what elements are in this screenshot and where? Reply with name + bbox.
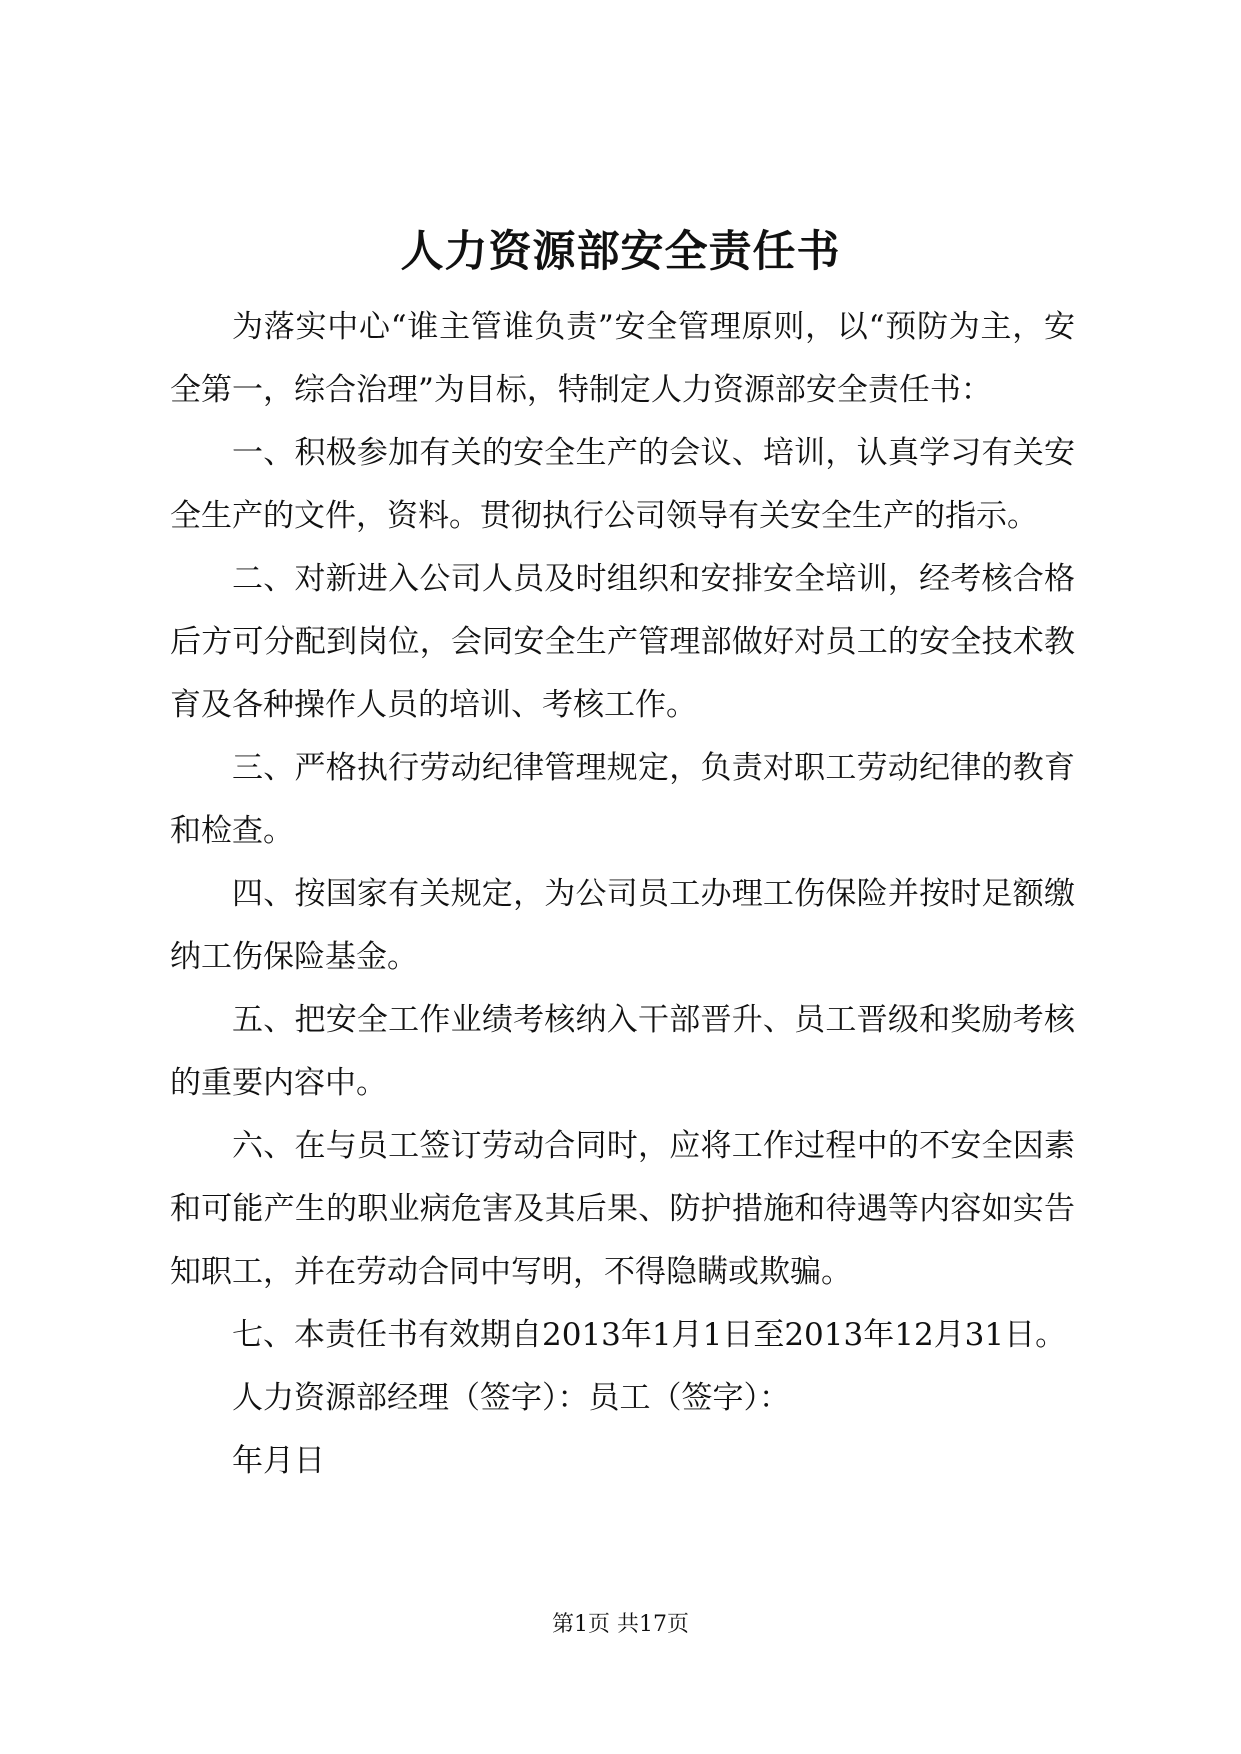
document-title: 人力资源部安全责任书 <box>400 227 841 277</box>
clause-4-paragraph: 四、按国家有关规定，为公司员工办理工伤保险并按时足额缴纳工伤保险基金。 <box>170 876 1075 975</box>
document-body <box>170 296 1075 1493</box>
clause-5-paragraph: 五、把安全工作业绩考核纳入干部晋升、员工晋级和奖励考核的重要内容中。 <box>170 1002 1075 1101</box>
clause-1-paragraph: 一、积极参加有关的安全生产的会议、培训，认真学习有关安全生产的文件，资料。贯彻执行公司领导有关安全生产的指示。 <box>170 435 1075 534</box>
clause-3-paragraph: 三、严格执行劳动纪律管理规定，负责对职工劳动纪律的教育和检查。 <box>170 750 1075 849</box>
date-line: 年月日 <box>232 1443 325 1479</box>
clause-6-paragraph: 六、在与员工签订劳动合同时，应将工作过程中的不安全因素和可能产生的职业病危害及其后果、防护措施和待遇等内容如实告知职工，并在劳动合同中写明，不得隐瞒或欺骗。 <box>170 1128 1075 1290</box>
signature-line: 人力资源部经理（签字）：员工（签字）： <box>232 1380 790 1416</box>
page-footer: 第1页 共17页 <box>552 1612 689 1637</box>
clause-2-paragraph: 二、对新进入公司人员及时组织和安排安全培训，经考核合格后方可分配到岗位，会同安全生产管理部做好对员工的安全技术教育及各种操作人员的培训、考核工作。 <box>170 561 1075 723</box>
intro-paragraph: 为落实中心“谁主管谁负责”安全管理原则，以“预防为主，安全第一，综合治理”为目标，特制定人力资源部安全责任书： <box>170 309 1075 408</box>
clause-7-paragraph: 七、本责任书有效期自2013年1月1日至2013年12月31日。 <box>232 1317 1067 1353</box>
